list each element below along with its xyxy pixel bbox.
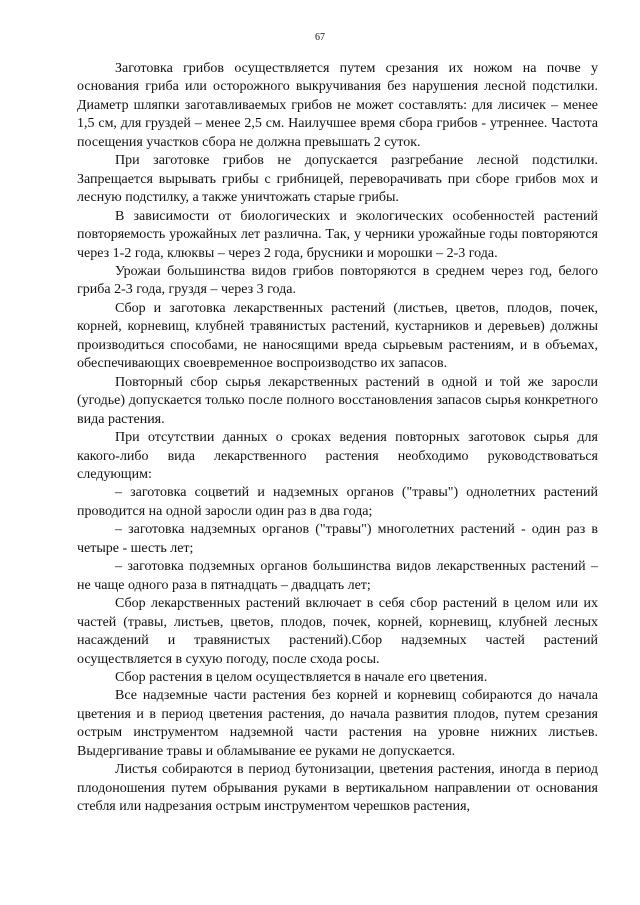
paragraph-forest-litter-rules: При заготовке грибов не допускается разгребание лесной подстилки. Запрещается вырывать грибы с грибницей, переворачивать при сборе грибов мох и лесную подстилку, а также уничтожать старые грибы. bbox=[77, 153, 598, 206]
paragraph-repeat-harvest-guidance: При отсутствии данных о сроках ведения повторных заготовок сырья для какого-либо вида лекарственного растения необходимо руководствоваться следующим: bbox=[77, 430, 598, 482]
paragraph-mushroom-harvesting: Заготовка грибов осуществляется путем срезания их ножом на почве у основания гриба или осторожного выкручивания без нарушения лесной подстилки. Диаметр шляпки заготавливаемых грибов не может составлять: для лисичек – менее 1,5 см, для груздей – менее 2,5 см. Наилучшее время сбора грибов - утреннее. Частота посещения участков сбора не должна превышать 2 суток. bbox=[77, 61, 598, 150]
paragraph-aerial-parts-collection: Все надземные части растения без корней и корневищ собираются до начала цветения и в период цветения растения, до начала развития плодов, путем срезания острым инструментом надземной части растения на уровне нижних листьев. Выдергивание травы и обламывание ее руками не допускается. bbox=[77, 688, 598, 759]
paragraph-leaf-collection: Листья собираются в период бутонизации, цветения растения, иногда в период плодоношения путем обрывания руками в вертикальном направлении от основания стебля или надрезания острым инструментом черешков растения, bbox=[77, 762, 598, 815]
list-item-perennial-plants: – заготовка надземных органов ("травы") многолетних растений - один раз в четыре - шесть лет; bbox=[77, 522, 598, 556]
paragraph-whole-plant-collection: Сбор растения в целом осуществляется в начале его цветения. bbox=[115, 669, 488, 685]
body-text bbox=[77, 60, 598, 817]
paragraph-plant-parts-collection: Сбор лекарственных растений включает в себя сбор растений в целом или их частей (травы, листьев, цветов, плодов, почек, корней, корневищ, клубней лесных насаждений и травянистых растений).Сбор надземных частей растений осуществляется в сухую погоду, после схода росы. bbox=[77, 596, 598, 667]
page-number: 67 bbox=[315, 32, 325, 43]
paragraph-mushroom-yield-years: Урожаи большинства видов грибов повторяются в среднем через год, белого гриба 2-3 года, груздя – через 3 года. bbox=[77, 263, 598, 298]
list-item-annual-plants: – заготовка соцветий и надземных органов ("травы") однолетних растений проводится на одной заросли один раз в два года; bbox=[77, 485, 598, 519]
paragraph-medicinal-plant-harvesting: Сбор и заготовка лекарственных растений (листьев, цветов, плодов, почек, корней, корневищ, клубней травянистых растений, кустарников и деревьев) должны производиться способами, не наносящими вреда сырьевым растениям, и в объемах, обеспечивающих своевременное воспроизводство их запасов. bbox=[77, 300, 598, 372]
list-item-underground-organs: – заготовка подземных органов большинства видов лекарственных растений – не чаще одного раза в пятнадцать – двадцать лет; bbox=[77, 559, 598, 593]
paragraph-berry-yield-years: В зависимости от биологических и экологических особенностей растений повторяемость урожайных лет различна. Так, у черники урожайные годы повторяются через 1-2 года, клюквы – через 2 года, брусники и морошки – 2-3 года. bbox=[77, 208, 598, 261]
paragraph-repeat-harvest: Повторный сбор сырья лекарственных растений в одной и той же заросли (угодье) допускается только после полного восстановления запасов сырья конкретного вида растения. bbox=[77, 374, 598, 427]
